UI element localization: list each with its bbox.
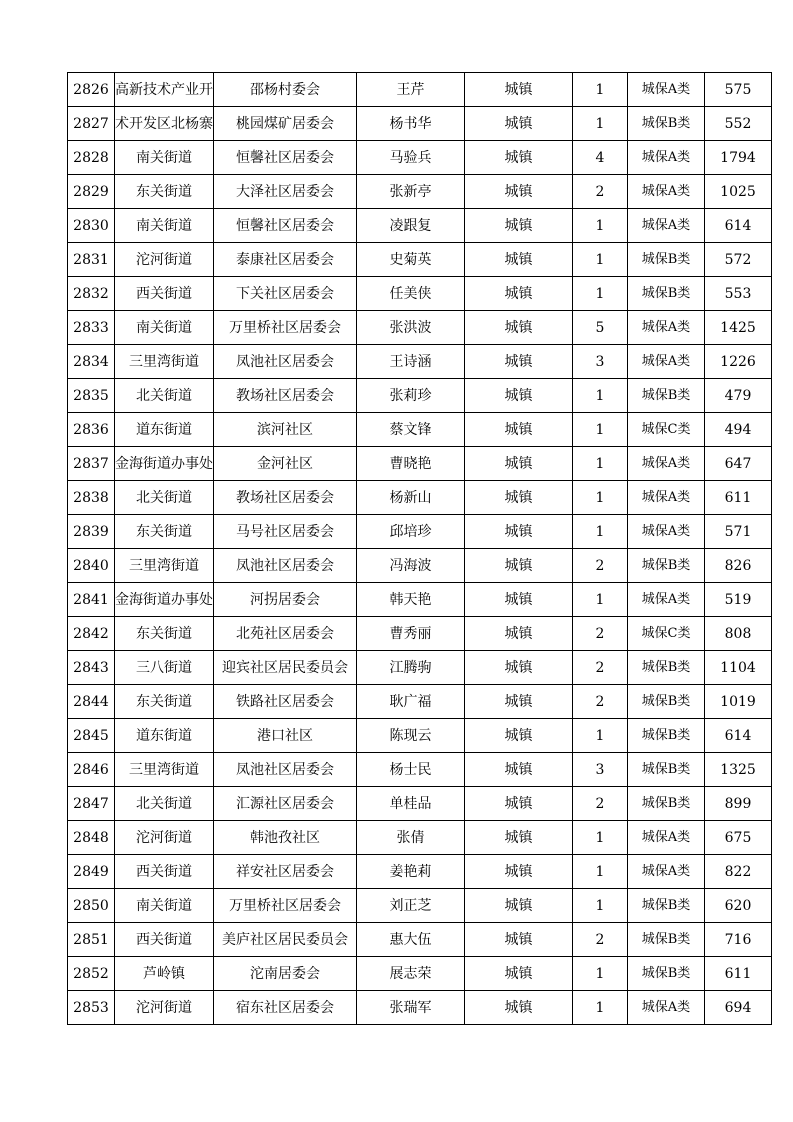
community-cell: 下关社区居委会 xyxy=(214,277,357,311)
amount-cell: 614 xyxy=(705,719,772,753)
community-cell: 桃园煤矿居委会 xyxy=(214,107,357,141)
assistance-category-cell: 城保A类 xyxy=(628,515,705,549)
household-type-cell: 城镇 xyxy=(465,243,573,277)
subdistrict-cell: 东关街道 xyxy=(115,175,214,209)
household-type-cell: 城镇 xyxy=(465,923,573,957)
member-count-cell: 1 xyxy=(573,583,628,617)
name-cell: 姜艳莉 xyxy=(357,855,465,889)
amount-cell: 1025 xyxy=(705,175,772,209)
row-number-cell: 2846 xyxy=(68,753,115,787)
subdistrict-cell: 东关街道 xyxy=(115,617,214,651)
member-count-cell: 1 xyxy=(573,957,628,991)
household-type-cell: 城镇 xyxy=(465,991,573,1025)
community-cell: 河拐居委会 xyxy=(214,583,357,617)
assistance-category-cell: 城保B类 xyxy=(628,957,705,991)
community-cell: 教场社区居委会 xyxy=(214,481,357,515)
row-number-cell: 2842 xyxy=(68,617,115,651)
community-cell: 教场社区居委会 xyxy=(214,379,357,413)
name-cell: 陈现云 xyxy=(357,719,465,753)
community-cell: 北苑社区居委会 xyxy=(214,617,357,651)
name-cell: 耿广福 xyxy=(357,685,465,719)
name-cell: 张莉珍 xyxy=(357,379,465,413)
row-number-cell: 2847 xyxy=(68,787,115,821)
amount-cell: 1104 xyxy=(705,651,772,685)
household-type-cell: 城镇 xyxy=(465,719,573,753)
row-number-cell: 2843 xyxy=(68,651,115,685)
table-row xyxy=(68,583,772,617)
household-type-cell: 城镇 xyxy=(465,821,573,855)
table-row xyxy=(68,617,772,651)
assistance-category-cell: 城保B类 xyxy=(628,277,705,311)
assistance-category-cell: 城保B类 xyxy=(628,685,705,719)
community-cell: 沱南居委会 xyxy=(214,957,357,991)
name-cell: 杨士民 xyxy=(357,753,465,787)
household-type-cell: 城镇 xyxy=(465,481,573,515)
name-cell: 邱培珍 xyxy=(357,515,465,549)
household-type-cell: 城镇 xyxy=(465,311,573,345)
name-cell: 张新亭 xyxy=(357,175,465,209)
assistance-category-cell: 城保A类 xyxy=(628,447,705,481)
community-cell: 铁路社区居委会 xyxy=(214,685,357,719)
member-count-cell: 2 xyxy=(573,175,628,209)
amount-cell: 647 xyxy=(705,447,772,481)
subdistrict-cell: 北关街道 xyxy=(115,481,214,515)
row-number-cell: 2830 xyxy=(68,209,115,243)
name-cell: 任美侠 xyxy=(357,277,465,311)
subdistrict-cell: 东关街道 xyxy=(115,685,214,719)
row-number-cell: 2835 xyxy=(68,379,115,413)
table-row xyxy=(68,685,772,719)
household-type-cell: 城镇 xyxy=(465,379,573,413)
amount-cell: 1325 xyxy=(705,753,772,787)
subdistrict-cell: 南关街道 xyxy=(115,141,214,175)
table-row xyxy=(68,107,772,141)
row-number-cell: 2850 xyxy=(68,889,115,923)
table-row xyxy=(68,957,772,991)
amount-cell: 614 xyxy=(705,209,772,243)
assistance-category-cell: 城保A类 xyxy=(628,583,705,617)
assistance-category-cell: 城保A类 xyxy=(628,481,705,515)
household-type-cell: 城镇 xyxy=(465,277,573,311)
subdistrict-cell: 沱河街道 xyxy=(115,243,214,277)
member-count-cell: 1 xyxy=(573,889,628,923)
subdistrict-cell: 高新技术产业开 xyxy=(115,73,214,107)
table-row xyxy=(68,345,772,379)
household-type-cell: 城镇 xyxy=(465,855,573,889)
row-number-cell: 2833 xyxy=(68,311,115,345)
assistance-category-cell: 城保A类 xyxy=(628,175,705,209)
subdistrict-cell: 沱河街道 xyxy=(115,821,214,855)
table-row xyxy=(68,243,772,277)
subdistrict-cell: 道东街道 xyxy=(115,413,214,447)
amount-cell: 1425 xyxy=(705,311,772,345)
name-cell: 杨新山 xyxy=(357,481,465,515)
table-row xyxy=(68,651,772,685)
row-number-cell: 2849 xyxy=(68,855,115,889)
amount-cell: 611 xyxy=(705,481,772,515)
assistance-category-cell: 城保B类 xyxy=(628,379,705,413)
subdistrict-cell: 三里湾街道 xyxy=(115,345,214,379)
row-number-cell: 2828 xyxy=(68,141,115,175)
name-cell: 张倩 xyxy=(357,821,465,855)
household-type-cell: 城镇 xyxy=(465,787,573,821)
amount-cell: 519 xyxy=(705,583,772,617)
community-cell: 万里桥社区居委会 xyxy=(214,311,357,345)
row-number-cell: 2845 xyxy=(68,719,115,753)
member-count-cell: 5 xyxy=(573,311,628,345)
community-cell: 迎宾社区居民委员会 xyxy=(214,651,357,685)
community-cell: 邵杨村委会 xyxy=(214,73,357,107)
member-count-cell: 1 xyxy=(573,719,628,753)
name-cell: 马验兵 xyxy=(357,141,465,175)
table-row xyxy=(68,311,772,345)
amount-cell: 575 xyxy=(705,73,772,107)
table-row xyxy=(68,379,772,413)
name-cell: 冯海波 xyxy=(357,549,465,583)
assistance-category-cell: 城保B类 xyxy=(628,923,705,957)
table-row xyxy=(68,923,772,957)
community-cell: 大泽社区居委会 xyxy=(214,175,357,209)
amount-cell: 611 xyxy=(705,957,772,991)
row-number-cell: 2829 xyxy=(68,175,115,209)
member-count-cell: 1 xyxy=(573,277,628,311)
member-count-cell: 1 xyxy=(573,481,628,515)
community-cell: 马号社区居委会 xyxy=(214,515,357,549)
name-cell: 张洪波 xyxy=(357,311,465,345)
member-count-cell: 4 xyxy=(573,141,628,175)
table-row xyxy=(68,277,772,311)
community-cell: 万里桥社区居委会 xyxy=(214,889,357,923)
household-type-cell: 城镇 xyxy=(465,651,573,685)
amount-cell: 716 xyxy=(705,923,772,957)
household-type-cell: 城镇 xyxy=(465,685,573,719)
subdistrict-cell: 三里湾街道 xyxy=(115,753,214,787)
table-row xyxy=(68,73,772,107)
household-type-cell: 城镇 xyxy=(465,549,573,583)
amount-cell: 572 xyxy=(705,243,772,277)
member-count-cell: 2 xyxy=(573,549,628,583)
assistance-category-cell: 城保A类 xyxy=(628,311,705,345)
amount-cell: 552 xyxy=(705,107,772,141)
row-number-cell: 2837 xyxy=(68,447,115,481)
row-number-cell: 2844 xyxy=(68,685,115,719)
name-cell: 杨书华 xyxy=(357,107,465,141)
assistance-category-cell: 城保A类 xyxy=(628,209,705,243)
subdistrict-cell: 西关街道 xyxy=(115,277,214,311)
name-cell: 史菊英 xyxy=(357,243,465,277)
amount-cell: 571 xyxy=(705,515,772,549)
community-cell: 金河社区 xyxy=(214,447,357,481)
assistance-category-cell: 城保A类 xyxy=(628,141,705,175)
table-row xyxy=(68,549,772,583)
name-cell: 王芹 xyxy=(357,73,465,107)
amount-cell: 808 xyxy=(705,617,772,651)
community-cell: 恒馨社区居委会 xyxy=(214,209,357,243)
subdistrict-cell: 西关街道 xyxy=(115,923,214,957)
amount-cell: 899 xyxy=(705,787,772,821)
subdistrict-cell: 三里湾街道 xyxy=(115,549,214,583)
amount-cell: 620 xyxy=(705,889,772,923)
member-count-cell: 2 xyxy=(573,617,628,651)
household-type-cell: 城镇 xyxy=(465,345,573,379)
member-count-cell: 3 xyxy=(573,753,628,787)
subdistrict-cell: 沱河街道 xyxy=(115,991,214,1025)
household-type-cell: 城镇 xyxy=(465,141,573,175)
community-cell: 港口社区 xyxy=(214,719,357,753)
assistance-category-cell: 城保B类 xyxy=(628,107,705,141)
name-cell: 蔡文锋 xyxy=(357,413,465,447)
member-count-cell: 2 xyxy=(573,923,628,957)
row-number-cell: 2831 xyxy=(68,243,115,277)
row-number-cell: 2834 xyxy=(68,345,115,379)
subdistrict-cell: 芦岭镇 xyxy=(115,957,214,991)
community-cell: 祥安社区居委会 xyxy=(214,855,357,889)
row-number-cell: 2839 xyxy=(68,515,115,549)
row-number-cell: 2836 xyxy=(68,413,115,447)
table-row xyxy=(68,753,772,787)
community-cell: 泰康社区居委会 xyxy=(214,243,357,277)
member-count-cell: 2 xyxy=(573,787,628,821)
subdistrict-cell: 三八街道 xyxy=(115,651,214,685)
table-row xyxy=(68,413,772,447)
member-count-cell: 3 xyxy=(573,345,628,379)
row-number-cell: 2840 xyxy=(68,549,115,583)
amount-cell: 1019 xyxy=(705,685,772,719)
table-row xyxy=(68,855,772,889)
amount-cell: 1794 xyxy=(705,141,772,175)
assistance-category-cell: 城保C类 xyxy=(628,413,705,447)
member-count-cell: 1 xyxy=(573,855,628,889)
table-row xyxy=(68,889,772,923)
table-row xyxy=(68,787,772,821)
member-count-cell: 2 xyxy=(573,651,628,685)
community-cell: 凤池社区居委会 xyxy=(214,753,357,787)
amount-cell: 826 xyxy=(705,549,772,583)
community-cell: 汇源社区居委会 xyxy=(214,787,357,821)
community-cell: 宿东社区居委会 xyxy=(214,991,357,1025)
assistance-category-cell: 城保B类 xyxy=(628,651,705,685)
subdistrict-cell: 南关街道 xyxy=(115,209,214,243)
subdistrict-cell: 南关街道 xyxy=(115,311,214,345)
amount-cell: 479 xyxy=(705,379,772,413)
amount-cell: 494 xyxy=(705,413,772,447)
name-cell: 单桂品 xyxy=(357,787,465,821)
community-cell: 滨河社区 xyxy=(214,413,357,447)
assistance-category-cell: 城保B类 xyxy=(628,243,705,277)
table-row xyxy=(68,481,772,515)
household-type-cell: 城镇 xyxy=(465,957,573,991)
subdistrict-cell: 术开发区北杨寨 xyxy=(115,107,214,141)
assistance-category-cell: 城保B类 xyxy=(628,549,705,583)
amount-cell: 553 xyxy=(705,277,772,311)
table-row xyxy=(68,821,772,855)
name-cell: 惠大伍 xyxy=(357,923,465,957)
subdistrict-cell: 北关街道 xyxy=(115,787,214,821)
name-cell: 韩天艳 xyxy=(357,583,465,617)
row-number-cell: 2841 xyxy=(68,583,115,617)
name-cell: 展志荣 xyxy=(357,957,465,991)
name-cell: 刘正芝 xyxy=(357,889,465,923)
household-type-cell: 城镇 xyxy=(465,753,573,787)
table-row xyxy=(68,175,772,209)
name-cell: 江腾驹 xyxy=(357,651,465,685)
community-cell: 韩池孜社区 xyxy=(214,821,357,855)
assistance-category-cell: 城保B类 xyxy=(628,889,705,923)
member-count-cell: 1 xyxy=(573,379,628,413)
assistance-category-cell: 城保A类 xyxy=(628,855,705,889)
record-table xyxy=(67,72,772,1025)
assistance-category-cell: 城保A类 xyxy=(628,73,705,107)
table-row xyxy=(68,209,772,243)
household-type-cell: 城镇 xyxy=(465,889,573,923)
name-cell: 曹晓艳 xyxy=(357,447,465,481)
member-count-cell: 1 xyxy=(573,413,628,447)
assistance-category-cell: 城保B类 xyxy=(628,753,705,787)
community-cell: 恒馨社区居委会 xyxy=(214,141,357,175)
subdistrict-cell: 北关街道 xyxy=(115,379,214,413)
name-cell: 王诗涵 xyxy=(357,345,465,379)
row-number-cell: 2853 xyxy=(68,991,115,1025)
subdistrict-cell: 西关街道 xyxy=(115,855,214,889)
household-type-cell: 城镇 xyxy=(465,447,573,481)
table-row xyxy=(68,719,772,753)
community-cell: 凤池社区居委会 xyxy=(214,345,357,379)
member-count-cell: 1 xyxy=(573,107,628,141)
subdistrict-cell: 南关街道 xyxy=(115,889,214,923)
amount-cell: 694 xyxy=(705,991,772,1025)
household-type-cell: 城镇 xyxy=(465,107,573,141)
assistance-category-cell: 城保A类 xyxy=(628,345,705,379)
member-count-cell: 1 xyxy=(573,209,628,243)
assistance-category-cell: 城保A类 xyxy=(628,991,705,1025)
assistance-category-cell: 城保A类 xyxy=(628,821,705,855)
row-number-cell: 2832 xyxy=(68,277,115,311)
subdistrict-cell: 东关街道 xyxy=(115,515,214,549)
household-type-cell: 城镇 xyxy=(465,617,573,651)
assistance-category-cell: 城保B类 xyxy=(628,787,705,821)
subdistrict-cell: 道东街道 xyxy=(115,719,214,753)
community-cell: 凤池社区居委会 xyxy=(214,549,357,583)
name-cell: 凌跟复 xyxy=(357,209,465,243)
row-number-cell: 2826 xyxy=(68,73,115,107)
row-number-cell: 2848 xyxy=(68,821,115,855)
amount-cell: 1226 xyxy=(705,345,772,379)
name-cell: 张瑞军 xyxy=(357,991,465,1025)
amount-cell: 675 xyxy=(705,821,772,855)
household-type-cell: 城镇 xyxy=(465,413,573,447)
amount-cell: 822 xyxy=(705,855,772,889)
subdistrict-cell: 金海街道办事处 xyxy=(115,583,214,617)
member-count-cell: 2 xyxy=(573,685,628,719)
household-type-cell: 城镇 xyxy=(465,209,573,243)
assistance-category-cell: 城保C类 xyxy=(628,617,705,651)
row-number-cell: 2852 xyxy=(68,957,115,991)
member-count-cell: 1 xyxy=(573,991,628,1025)
table-row xyxy=(68,991,772,1025)
member-count-cell: 1 xyxy=(573,821,628,855)
member-count-cell: 1 xyxy=(573,243,628,277)
name-cell: 曹秀丽 xyxy=(357,617,465,651)
household-type-cell: 城镇 xyxy=(465,73,573,107)
row-number-cell: 2851 xyxy=(68,923,115,957)
member-count-cell: 1 xyxy=(573,73,628,107)
row-number-cell: 2827 xyxy=(68,107,115,141)
household-type-cell: 城镇 xyxy=(465,175,573,209)
member-count-cell: 1 xyxy=(573,515,628,549)
household-type-cell: 城镇 xyxy=(465,515,573,549)
household-type-cell: 城镇 xyxy=(465,583,573,617)
table-row xyxy=(68,141,772,175)
subdistrict-cell: 金海街道办事处 xyxy=(115,447,214,481)
row-number-cell: 2838 xyxy=(68,481,115,515)
assistance-category-cell: 城保B类 xyxy=(628,719,705,753)
table-body xyxy=(68,73,772,1025)
table-row xyxy=(68,447,772,481)
table-row xyxy=(68,515,772,549)
community-cell: 美庐社区居民委员会 xyxy=(214,923,357,957)
member-count-cell: 1 xyxy=(573,447,628,481)
